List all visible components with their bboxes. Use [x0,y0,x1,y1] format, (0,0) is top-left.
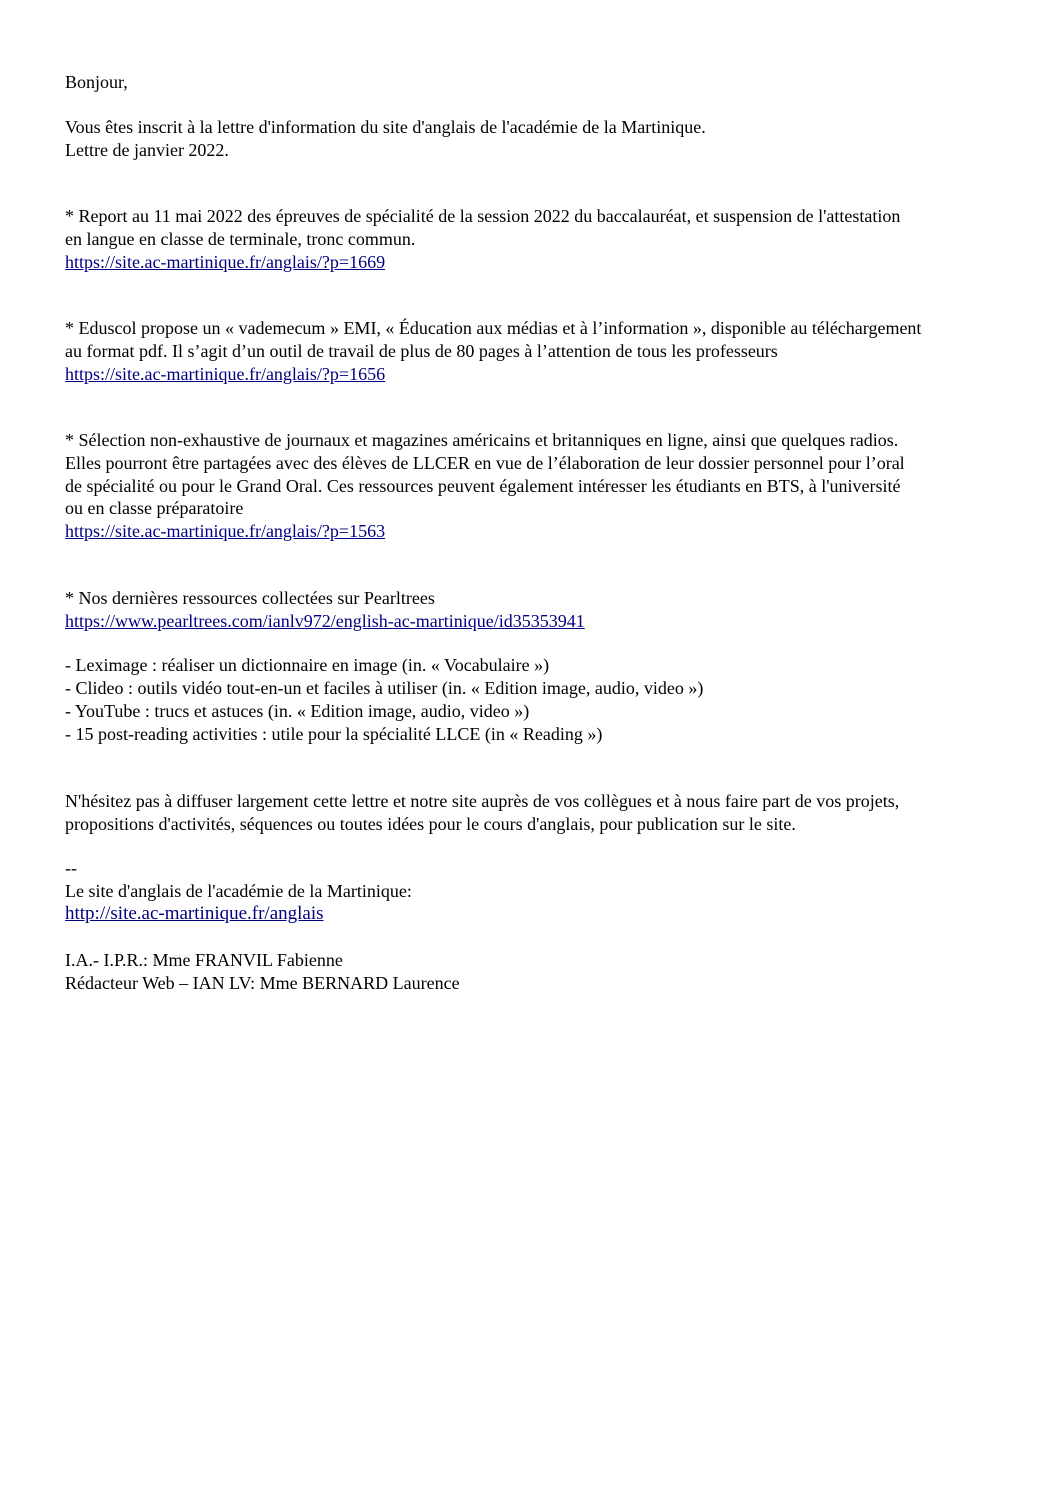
news-item-link[interactable]: https://site.ac-martinique.fr/anglais/?p=1656 [65,364,386,384]
news-item-text: Elles pourront être partagées avec des élèves de LLCER en vue de l’élaboration de leur dossier personnel pour l’oral [65,453,905,473]
intro-line: Lettre de janvier 2022. [65,140,229,160]
site-link[interactable]: http://site.ac-martinique.fr/anglais [65,903,324,924]
resource-item: - 15 post-reading activities : utile pour la spécialité LLCE (in « Reading ») [65,724,603,744]
news-item-text: * Eduscol propose un « vademecum » EMI, « Éducation aux médias et à l’information », disponible au téléchargement [65,318,922,338]
news-item-text: au format pdf. Il s’agit d’un outil de travail de plus de 80 pages à l’attention de tous les professeurs [65,341,778,361]
news-item-text: ou en classe préparatoire [65,498,244,518]
news-item-text: en langue en classe de terminale, tronc commun. [65,229,416,249]
closing-text: N'hésitez pas à diffuser largement cette lettre et notre site auprès de vos collègues et à nous faire part de vos projets, [65,791,900,811]
closing-text: propositions d'activités, séquences ou toutes idées pour le cours d'anglais, pour publication sur le site. [65,814,796,834]
resource-item: - Clideo : outils vidéo tout-en-un et faciles à utiliser (in. « Edition image, audio, video ») [65,678,704,698]
signature-separator: -- [65,858,77,878]
greeting: Bonjour, [65,72,128,92]
ipr-name: I.A.- I.P.R.: Mme FRANVIL Fabienne [65,950,343,970]
news-item-link[interactable]: https://site.ac-martinique.fr/anglais/?p=1669 [65,252,386,272]
intro-line: Vous êtes inscrit à la lettre d'information du site d'anglais de l'académie de la Martinique. [65,117,706,137]
site-label: Le site d'anglais de l'académie de la Martinique: [65,881,412,901]
news-item-text: * Nos dernières ressources collectées sur Pearltrees [65,588,435,608]
news-item-text: de spécialité ou pour le Grand Oral. Ces ressources peuvent également intéresser les étudiants en BTS, à l'université [65,476,901,496]
news-item-text: * Report au 11 mai 2022 des épreuves de spécialité de la session 2022 du baccalauréat, et suspension de l'attestation [65,206,901,226]
resource-item: - Leximage : réaliser un dictionnaire en image (in. « Vocabulaire ») [65,655,550,675]
news-item-text: * Sélection non-exhaustive de journaux et magazines américains et britanniques en ligne, ainsi que quelques radios. [65,430,899,450]
news-item-link[interactable]: https://site.ac-martinique.fr/anglais/?p=1563 [65,521,386,541]
resource-item: - YouTube : trucs et astuces (in. « Edition image, audio, video ») [65,701,530,721]
pearltrees-link[interactable]: https://www.pearltrees.com/ianlv972/english-ac-martinique/id35353941 [65,611,585,631]
editor-name: Rédacteur Web – IAN LV: Mme BERNARD Laurence [65,973,460,993]
